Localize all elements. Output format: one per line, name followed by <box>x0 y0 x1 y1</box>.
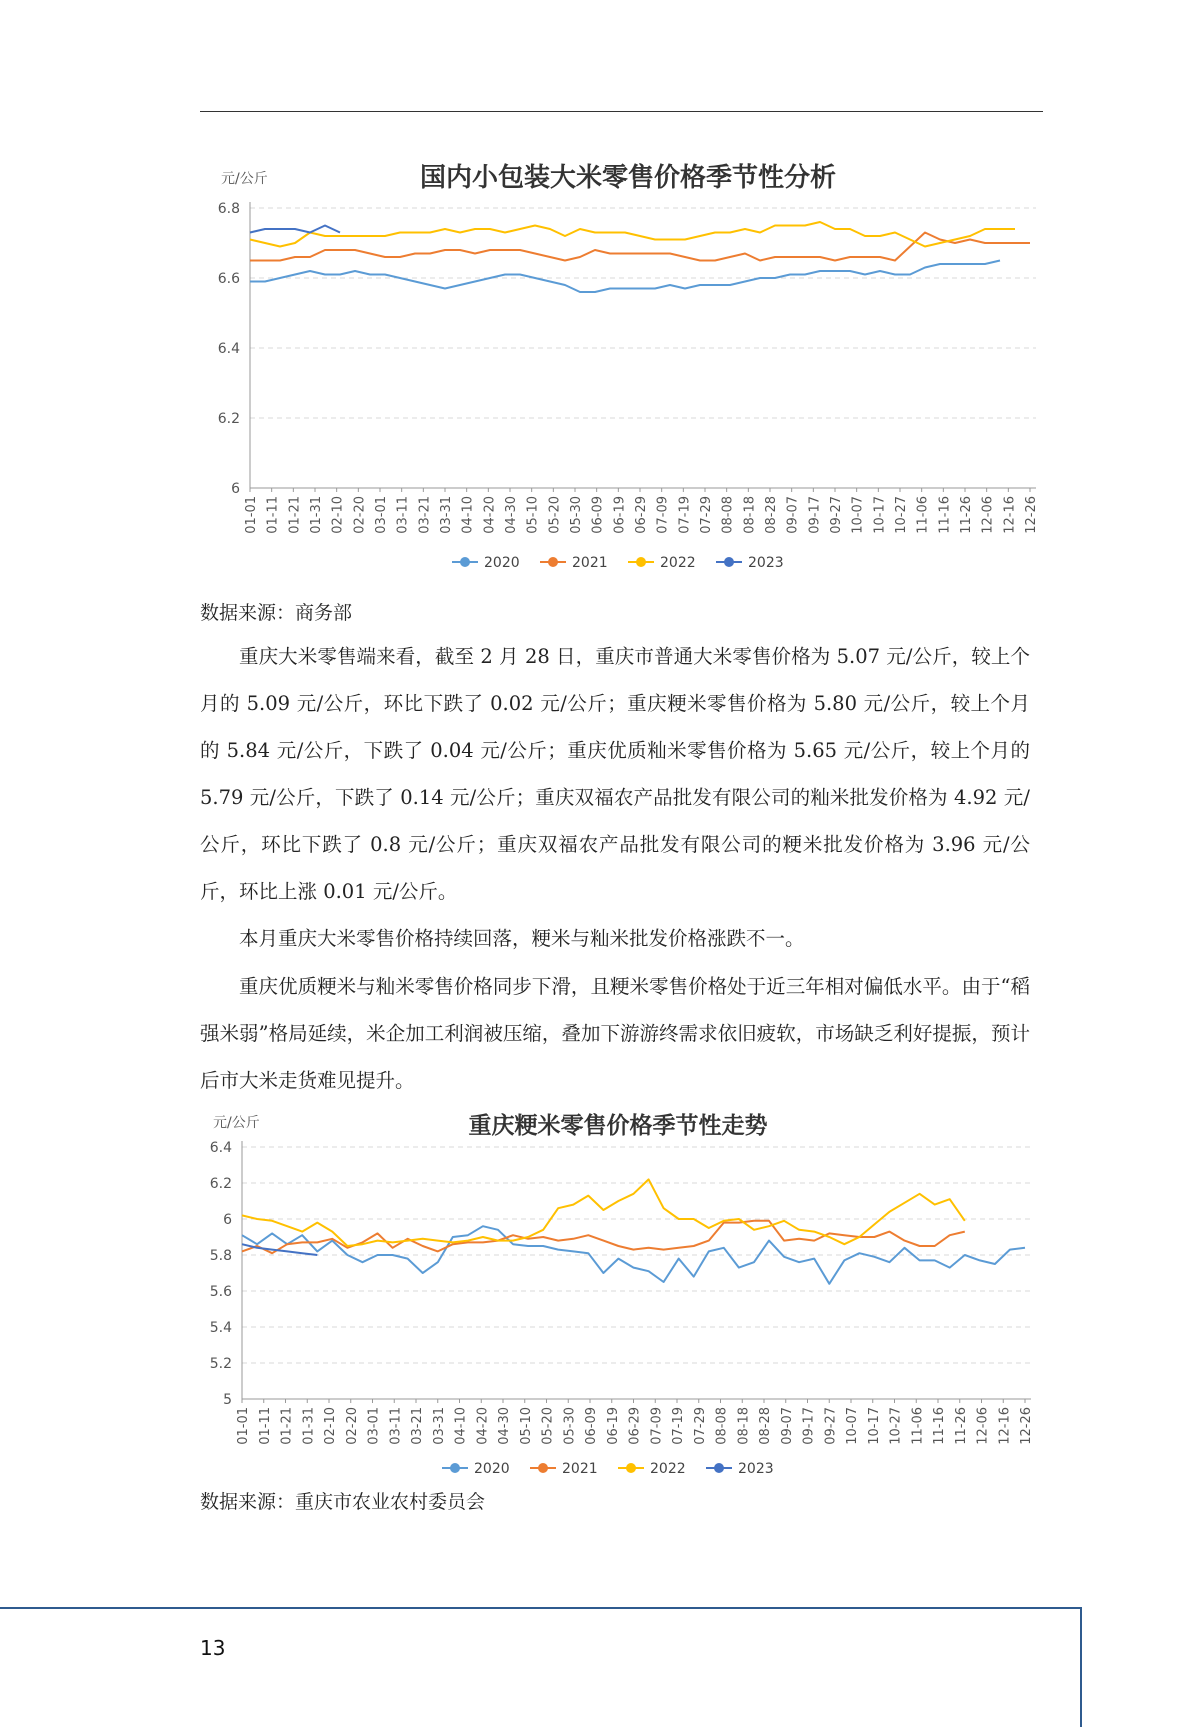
x-tick-label: 04-30 <box>497 1407 512 1445</box>
x-tick-label: 02-20 <box>344 1407 360 1445</box>
legend-marker <box>626 1463 636 1473</box>
legend-marker <box>714 1463 724 1473</box>
y-tick-label: 6.6 <box>217 271 240 287</box>
chart-national-rice-price <box>208 152 1050 577</box>
x-tick-label: 10-07 <box>850 496 866 534</box>
chart-title: 国内小包装大米零售价格季节性分析 <box>419 163 837 193</box>
x-tick-label: 01-31 <box>301 1407 317 1445</box>
legend-label: 2022 <box>650 1461 686 1477</box>
x-tick-label: 05-20 <box>547 496 563 534</box>
y-axis-unit: 元/公斤 <box>213 1115 260 1131</box>
y-tick-label: 5.2 <box>209 1356 232 1372</box>
x-tick-label: 09-07 <box>779 1407 795 1445</box>
legend-marker <box>450 1463 460 1473</box>
x-tick-label: 08-28 <box>758 1407 773 1445</box>
x-tick-label: 08-28 <box>764 496 779 534</box>
x-tick-label: 03-01 <box>374 496 389 534</box>
x-tick-label: 04-20 <box>482 496 498 534</box>
series-line-2020 <box>250 261 1000 293</box>
x-tick-label: 07-29 <box>692 1407 708 1445</box>
x-tick-label: 10-07 <box>845 1407 860 1445</box>
x-tick-label: 04-20 <box>475 1407 491 1445</box>
chart-svg <box>208 152 1050 577</box>
x-tick-label: 11-26 <box>959 496 974 534</box>
x-tick-label: 03-31 <box>431 1407 447 1445</box>
x-tick-label: 03-21 <box>410 1407 425 1445</box>
x-tick-label: 11-06 <box>915 496 931 534</box>
x-tick-label: 06-29 <box>627 1407 643 1445</box>
legend-label: 2021 <box>562 1461 598 1477</box>
series-line-2021 <box>242 1221 965 1253</box>
x-tick-label: 02-10 <box>323 1407 338 1445</box>
x-tick-label: 03-11 <box>395 496 411 534</box>
legend-label: 2020 <box>484 555 520 571</box>
legend-label: 2023 <box>748 555 784 571</box>
y-tick-label: 6.8 <box>217 201 240 217</box>
x-tick-label: 05-10 <box>525 496 541 534</box>
x-tick-label: 10-17 <box>866 1407 882 1445</box>
x-tick-label: 02-20 <box>352 496 368 534</box>
x-tick-label: 07-29 <box>699 496 714 534</box>
y-tick-label: 6 <box>223 1212 232 1228</box>
chart1-source: 数据来源：商务部 <box>200 602 353 624</box>
x-tick-label: 12-06 <box>975 1407 991 1445</box>
y-tick-label: 6 <box>231 481 240 497</box>
x-tick-label: 09-17 <box>807 496 823 534</box>
x-tick-label: 12-26 <box>1024 496 1039 534</box>
x-tick-label: 07-09 <box>655 496 671 534</box>
x-tick-label: 10-27 <box>888 1407 904 1445</box>
x-tick-label: 01-21 <box>287 496 303 534</box>
x-tick-label: 08-18 <box>742 496 758 534</box>
x-tick-label: 01-01 <box>244 496 259 534</box>
x-tick-label: 01-01 <box>236 1407 251 1445</box>
x-tick-label: 12-06 <box>980 496 996 534</box>
x-tick-label: 10-17 <box>872 496 888 534</box>
legend-marker <box>538 1463 548 1473</box>
x-tick-label: 04-10 <box>460 496 476 534</box>
x-tick-label: 07-09 <box>649 1407 665 1445</box>
y-tick-label: 6.4 <box>217 341 240 357</box>
series-line-2023 <box>250 226 340 233</box>
paragraph-3: 重庆优质粳米与籼米零售价格同步下滑，且粳米零售价格处于近三年相对偏低水平。由于“稻强米弱”格局延续，米企加工利润被压缩，叠加下游游终需求依旧疲软，市场缺乏利好提振，预计后市大米走货难见提升。 <box>200 975 1030 1092</box>
y-tick-label: 5.4 <box>209 1320 232 1336</box>
chart-svg <box>208 1103 1050 1481</box>
x-tick-label: 05-30 <box>569 496 584 534</box>
x-tick-label: 03-31 <box>439 496 454 534</box>
x-tick-label: 04-10 <box>453 1407 469 1445</box>
x-tick-label: 06-19 <box>605 1407 621 1445</box>
x-tick-label: 03-11 <box>388 1407 404 1445</box>
x-tick-label: 07-19 <box>677 496 693 534</box>
page-number: 13 <box>200 1636 226 1660</box>
chart-title: 重庆粳米零售价格季节性走势 <box>468 1113 768 1139</box>
x-tick-label: 08-08 <box>720 496 736 534</box>
x-tick-label: 03-21 <box>417 496 433 534</box>
legend-marker <box>548 557 558 567</box>
series-line-2023 <box>242 1244 317 1255</box>
x-tick-label: 07-19 <box>671 1407 686 1445</box>
chart-chongqing-japonica-price <box>208 1103 1050 1481</box>
y-tick-label: 5 <box>223 1392 232 1408</box>
footer-frame <box>0 1607 1082 1727</box>
x-tick-label: 05-30 <box>562 1407 578 1445</box>
legend-marker <box>636 557 646 567</box>
x-tick-label: 01-31 <box>309 496 324 534</box>
legend-label: 2021 <box>572 555 608 571</box>
x-tick-label: 06-09 <box>584 1407 599 1445</box>
x-tick-label: 12-16 <box>997 1407 1013 1445</box>
x-tick-label: 03-01 <box>366 1407 382 1445</box>
chart2-source: 数据来源：重庆市农业农村委员会 <box>200 1491 486 1513</box>
legend-marker <box>460 557 470 567</box>
x-tick-label: 05-20 <box>540 1407 556 1445</box>
x-tick-label: 11-26 <box>953 1407 969 1445</box>
legend-label: 2022 <box>660 555 696 571</box>
series-line-2022 <box>250 222 1015 247</box>
y-tick-label: 6.2 <box>217 411 240 427</box>
header-rule <box>200 111 1043 112</box>
x-tick-label: 04-30 <box>504 496 519 534</box>
x-tick-label: 01-11 <box>265 496 281 534</box>
y-axis-unit: 元/公斤 <box>221 171 268 187</box>
x-tick-label: 01-21 <box>279 1407 295 1445</box>
x-tick-label: 01-11 <box>257 1407 273 1445</box>
x-tick-label: 06-09 <box>590 496 606 534</box>
x-tick-label: 09-07 <box>785 496 801 534</box>
legend-label: 2023 <box>738 1461 774 1477</box>
x-tick-label: 06-29 <box>634 496 649 534</box>
x-tick-label: 11-16 <box>937 496 953 534</box>
x-tick-label: 11-16 <box>932 1407 947 1445</box>
x-tick-label: 09-27 <box>829 496 844 534</box>
x-tick-label: 10-27 <box>894 496 909 534</box>
legend-label: 2020 <box>474 1461 510 1477</box>
x-tick-label: 05-10 <box>518 1407 534 1445</box>
legend-marker <box>724 557 734 567</box>
y-tick-label: 6.4 <box>209 1140 232 1156</box>
x-tick-label: 06-19 <box>612 496 628 534</box>
y-tick-label: 5.6 <box>209 1284 232 1300</box>
x-tick-label: 09-17 <box>801 1407 817 1445</box>
y-tick-label: 5.8 <box>209 1248 232 1264</box>
x-tick-label: 12-16 <box>1002 496 1018 534</box>
x-tick-label: 12-26 <box>1019 1407 1034 1445</box>
paragraph-1: 重庆大米零售端来看，截至 2 月 28 日，重庆市普通大米零售价格为 5.07 元/公斤，较上个月的 5.09 元/公斤，环比下跌了 0.02 元/公斤；重庆粳米零售价格为 5.80 元/公斤，较上个月的 5.84 元/公斤，下跌了 0.04 元/公斤；重庆优质籼米零售价格为 5.65 元/公斤，较上个月的 5.79 元/公斤，下跌了 0.14 元/公斤；重庆双福农产品批发有限公司的籼米批发价格为 4.92 元/公斤，环比下跌了 0.8 元/公斤；重庆双福农产品批发有限公司的粳米批发价格为 3.96 元/公斤，环比上涨 0.01 元/公斤。 <box>200 645 1030 903</box>
x-tick-label: 09-27 <box>823 1407 839 1445</box>
y-tick-label: 6.2 <box>209 1176 232 1192</box>
paragraph-2: 本月重庆大米零售价格持续回落，粳米与籼米批发价格涨跌不一。 <box>239 927 805 950</box>
x-tick-label: 02-10 <box>330 496 346 534</box>
x-tick-label: 11-06 <box>910 1407 926 1445</box>
x-tick-label: 08-18 <box>736 1407 752 1445</box>
x-tick-label: 08-08 <box>714 1407 730 1445</box>
